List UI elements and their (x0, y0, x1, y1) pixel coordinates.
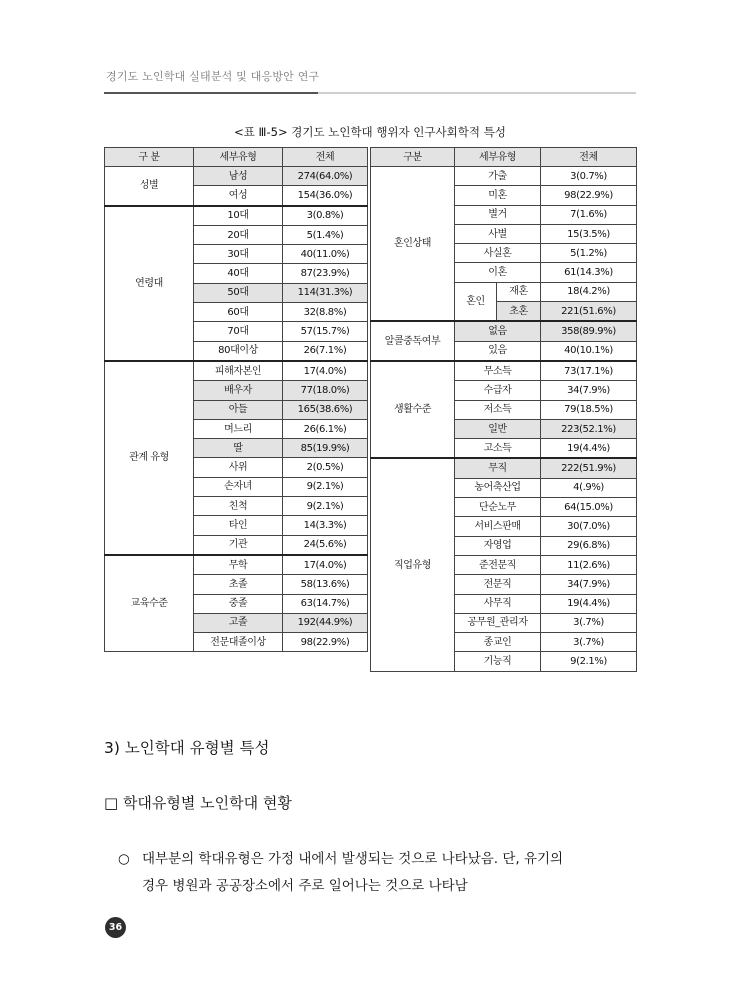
value-cell: 98(22.9%) (541, 186, 637, 205)
value-cell: 40(11.0%) (283, 245, 368, 264)
married-cell: 혼인 (455, 282, 497, 321)
value-cell: 17(4.0%) (283, 361, 368, 381)
value-cell: 9(2.1%) (541, 652, 637, 671)
column-header: 세부유형 (194, 148, 283, 167)
value-cell: 30(7.0%) (541, 517, 637, 536)
table-row (105, 361, 368, 381)
value-cell: 34(7.9%) (541, 575, 637, 594)
column-header: 구분 (371, 148, 455, 167)
value-cell: 9(2.1%) (283, 497, 368, 516)
subtype-cell: 딸 (194, 439, 283, 458)
category-cell: 알콜중독여부 (371, 321, 455, 361)
subtype-cell: 10대 (194, 206, 283, 226)
value-cell: 32(8.8%) (283, 303, 368, 322)
value-cell: 19(4.4%) (541, 439, 637, 459)
value-cell: 9(2.1%) (283, 477, 368, 496)
subtype-cell: 기관 (194, 535, 283, 555)
subtype-cell: 무직 (455, 458, 541, 478)
value-cell: 29(6.8%) (541, 536, 637, 555)
subtype-cell: 사무직 (455, 594, 541, 613)
subtype-cell: 무소득 (455, 361, 541, 381)
category-cell: 생활수준 (371, 361, 455, 458)
value-cell: 274(64.0%) (283, 167, 368, 186)
subtype-cell: 피해자본인 (194, 361, 283, 381)
table-row (105, 555, 368, 575)
subtype-cell: 70대 (194, 322, 283, 341)
value-cell: 26(7.1%) (283, 341, 368, 361)
subtype-cell: 별거 (455, 205, 541, 224)
subtype-cell: 80대이상 (194, 341, 283, 361)
table-row (371, 321, 637, 341)
subtype-cell: 초졸 (194, 575, 283, 594)
table-row (371, 167, 637, 186)
value-cell: 192(44.9%) (283, 613, 368, 632)
paragraph-line: 대부분의 학대유형은 가정 내에서 발생되는 것으로 나타났음. 단, 유기의 (142, 851, 564, 867)
value-cell: 18(4.2%) (541, 282, 637, 301)
subtype-cell: 배우자 (194, 381, 283, 400)
value-cell: 77(18.0%) (283, 381, 368, 400)
subtype-cell: 여성 (194, 186, 283, 206)
subtype-cell: 준전문직 (455, 555, 541, 574)
table-row (105, 167, 368, 186)
subtype-cell: 며느리 (194, 419, 283, 438)
subtype-cell: 50대 (194, 283, 283, 302)
subtype-cell: 자영업 (455, 536, 541, 555)
subtype-cell: 40대 (194, 264, 283, 283)
value-cell: 34(7.9%) (541, 381, 637, 400)
column-header: 세부유형 (455, 148, 541, 167)
subtype-cell: 일반 (455, 419, 541, 438)
subtype-cell: 농어축산업 (455, 478, 541, 497)
value-cell: 11(2.6%) (541, 555, 637, 574)
section-heading: 3) 노인학대 유형별 특성 (104, 739, 270, 757)
value-cell: 24(5.6%) (283, 535, 368, 555)
characteristics-table-left (104, 147, 368, 652)
category-cell: 관계 유형 (105, 361, 194, 555)
value-cell: 61(14.3%) (541, 263, 637, 282)
circle-bullet-icon: ○ (118, 851, 130, 867)
value-cell: 4(.9%) (541, 478, 637, 497)
category-cell: 교육수준 (105, 555, 194, 652)
value-cell: 5(1.4%) (283, 225, 368, 244)
subtype-cell: 공무원_관리자 (455, 613, 541, 632)
column-header: 전체 (541, 148, 637, 167)
table-caption: <표 Ⅲ-5> 경기도 노인학대 행위자 인구사회학적 특성 (234, 125, 506, 139)
value-cell: 3(0.8%) (283, 206, 368, 226)
paragraph-line: 경우 병원과 공공장소에서 주로 일어나는 것으로 나타남 (142, 878, 468, 894)
subtype-cell: 아들 (194, 400, 283, 419)
value-cell: 7(1.6%) (541, 205, 637, 224)
bullet-paragraph (118, 846, 648, 900)
value-cell: 63(14.7%) (283, 594, 368, 613)
page-number: 36 (105, 917, 126, 938)
value-cell: 165(38.6%) (283, 400, 368, 419)
subtype-cell: 타인 (194, 516, 283, 535)
value-cell: 58(13.6%) (283, 575, 368, 594)
value-cell: 98(22.9%) (283, 633, 368, 652)
subtype-cell: 미혼 (455, 186, 541, 205)
subtype-cell: 친척 (194, 497, 283, 516)
value-cell: 154(36.0%) (283, 186, 368, 206)
value-cell: 114(31.3%) (283, 283, 368, 302)
category-cell: 연령대 (105, 206, 194, 361)
value-cell: 358(89.9%) (541, 321, 637, 341)
value-cell: 57(15.7%) (283, 322, 368, 341)
subtype-cell: 사위 (194, 458, 283, 477)
subtype-cell: 중졸 (194, 594, 283, 613)
table-row (371, 458, 637, 478)
subtype-cell: 서비스판매 (455, 517, 541, 536)
value-cell: 87(23.9%) (283, 264, 368, 283)
value-cell: 40(10.1%) (541, 341, 637, 361)
subtype-cell: 이혼 (455, 263, 541, 282)
subtype-cell: 손자녀 (194, 477, 283, 496)
value-cell: 3(.7%) (541, 613, 637, 632)
sub-heading: □ 학대유형별 노인학대 현황 (104, 794, 292, 812)
subtype-cell: 고졸 (194, 613, 283, 632)
characteristics-table-right (370, 147, 637, 672)
table-row (371, 361, 637, 381)
value-cell: 221(51.6%) (541, 302, 637, 322)
category-cell: 성별 (105, 167, 194, 206)
table-row (105, 206, 368, 226)
header-rule (104, 92, 318, 94)
subtype-cell: 단순노무 (455, 498, 541, 517)
value-cell: 73(17.1%) (541, 361, 637, 381)
subtype-cell: 전문대졸이상 (194, 633, 283, 652)
column-header: 전체 (283, 148, 368, 167)
subtype-cell: 무학 (194, 555, 283, 575)
subtype-cell: 60대 (194, 303, 283, 322)
value-cell: 19(4.4%) (541, 594, 637, 613)
value-cell: 14(3.3%) (283, 516, 368, 535)
subtype-cell: 30대 (194, 245, 283, 264)
subtype-cell: 20대 (194, 225, 283, 244)
subtype-cell: 있음 (455, 341, 541, 361)
subtype-cell: 초혼 (497, 302, 541, 322)
subtype-cell: 저소득 (455, 400, 541, 419)
subtype-cell: 가출 (455, 167, 541, 186)
category-cell: 혼인상태 (371, 167, 455, 322)
subtype-cell: 수급자 (455, 381, 541, 400)
subtype-cell: 기능직 (455, 652, 541, 671)
header-rule-extension (318, 92, 636, 94)
table-body (371, 167, 637, 672)
value-cell: 2(0.5%) (283, 458, 368, 477)
value-cell: 64(15.0%) (541, 498, 637, 517)
subtype-cell: 사실혼 (455, 244, 541, 263)
subtype-cell: 없음 (455, 321, 541, 341)
subtype-cell: 전문직 (455, 575, 541, 594)
value-cell: 15(3.5%) (541, 224, 637, 243)
category-cell: 직업유형 (371, 458, 455, 671)
subtype-cell: 재혼 (497, 282, 541, 301)
subtype-cell: 고소득 (455, 439, 541, 459)
value-cell: 3(0.7%) (541, 167, 637, 186)
value-cell: 79(18.5%) (541, 400, 637, 419)
column-header: 구 분 (105, 148, 194, 167)
value-cell: 222(51.9%) (541, 458, 637, 478)
table-body (105, 167, 368, 652)
value-cell: 5(1.2%) (541, 244, 637, 263)
subtype-cell: 종교인 (455, 633, 541, 652)
subtype-cell: 남성 (194, 167, 283, 186)
subtype-cell: 사별 (455, 224, 541, 243)
value-cell: 85(19.9%) (283, 439, 368, 458)
value-cell: 3(.7%) (541, 633, 637, 652)
value-cell: 26(6.1%) (283, 419, 368, 438)
running-header: 경기도 노인학대 실태분석 및 대응방안 연구 (106, 70, 320, 83)
value-cell: 223(52.1%) (541, 419, 637, 438)
value-cell: 17(4.0%) (283, 555, 368, 575)
